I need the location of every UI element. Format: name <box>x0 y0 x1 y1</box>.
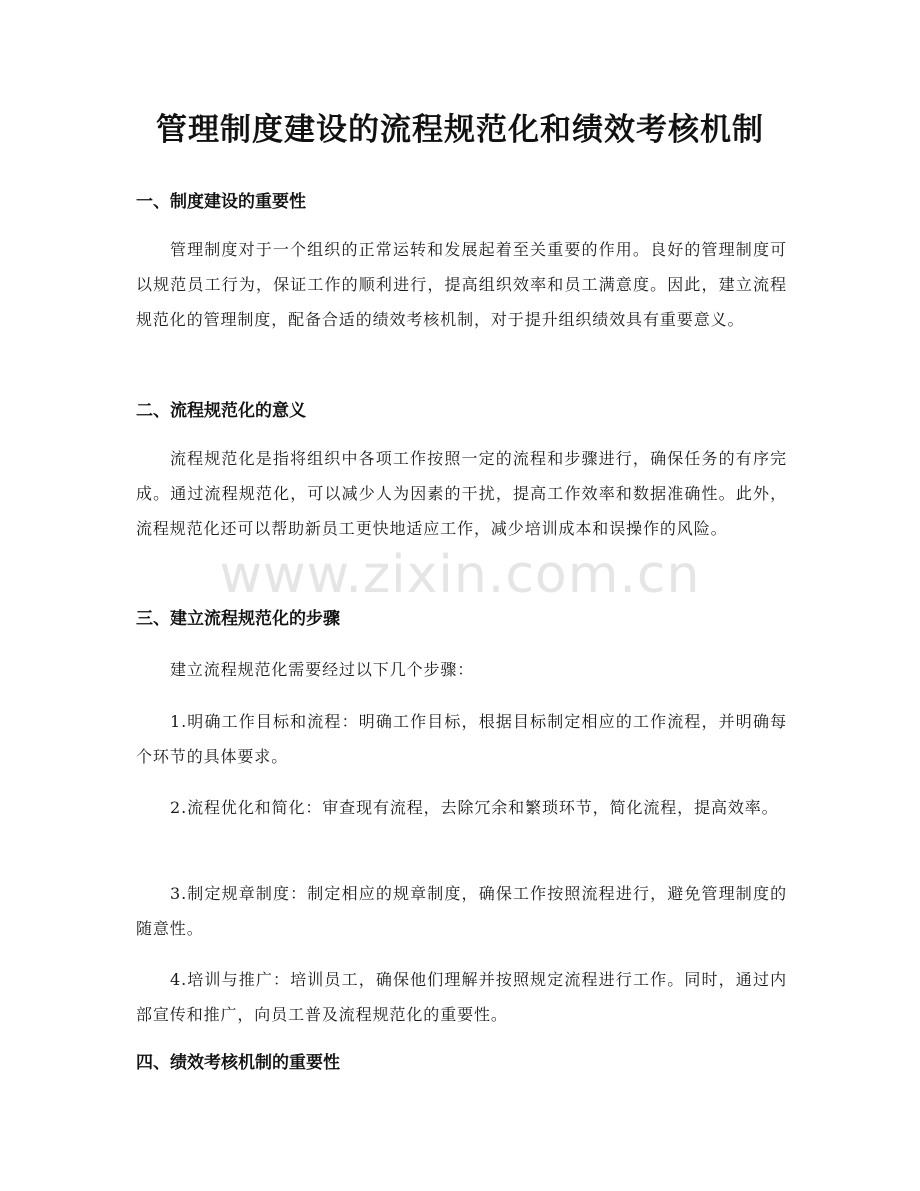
section-paragraph: 建立流程规范化需要经过以下几个步骤： <box>170 660 475 679</box>
section-heading: 三、建立流程规范化的步骤 <box>136 609 340 629</box>
list-item: 4.培训与推广：培训员工，确保他们理解并按照规定流程进行工作。同时，通过内部宣传和推广，向员工普及流程规范化的重要性。 <box>136 970 787 1024</box>
watermark: www.zixin.com.cn <box>219 545 701 605</box>
list-item: 2.流程优化和简化：审查现有流程，去除冗余和繁琐环节，简化流程，提高效率。 <box>170 798 779 817</box>
section-paragraph: 管理制度对于一个组织的正常运转和发展起着至关重要的作用。良好的管理制度可以规范员工行为，保证工作的顺利进行，提高组织效率和员工满意度。因此，建立流程规范化的管理制度，配备合适的绩效考核机制，对于提升组织绩效具有重要意义。 <box>136 240 787 329</box>
document-title: 管理制度建设的流程规范化和绩效考核机制 <box>156 112 764 148</box>
section-paragraph: 流程规范化是指将组织中各项工作按照一定的流程和步骤进行，确保任务的有序完成。通过流程规范化，可以减少人为因素的干扰，提高工作效率和数据准确性。此外，流程规范化还可以帮助新员工更快地适应工作，减少培训成本和误操作的风险。 <box>136 449 787 538</box>
section-heading: 二、流程规范化的意义 <box>136 401 306 421</box>
list-item: 3.制定规章制度：制定相应的规章制度，确保工作按照流程进行，避免管理制度的随意性。 <box>136 884 787 938</box>
section-heading: 四、绩效考核机制的重要性 <box>136 1053 340 1073</box>
list-item: 1.明确工作目标和流程：明确工作目标，根据目标制定相应的工作流程，并明确每个环节的具体要求。 <box>136 712 787 766</box>
section-heading: 一、制度建设的重要性 <box>136 192 306 212</box>
